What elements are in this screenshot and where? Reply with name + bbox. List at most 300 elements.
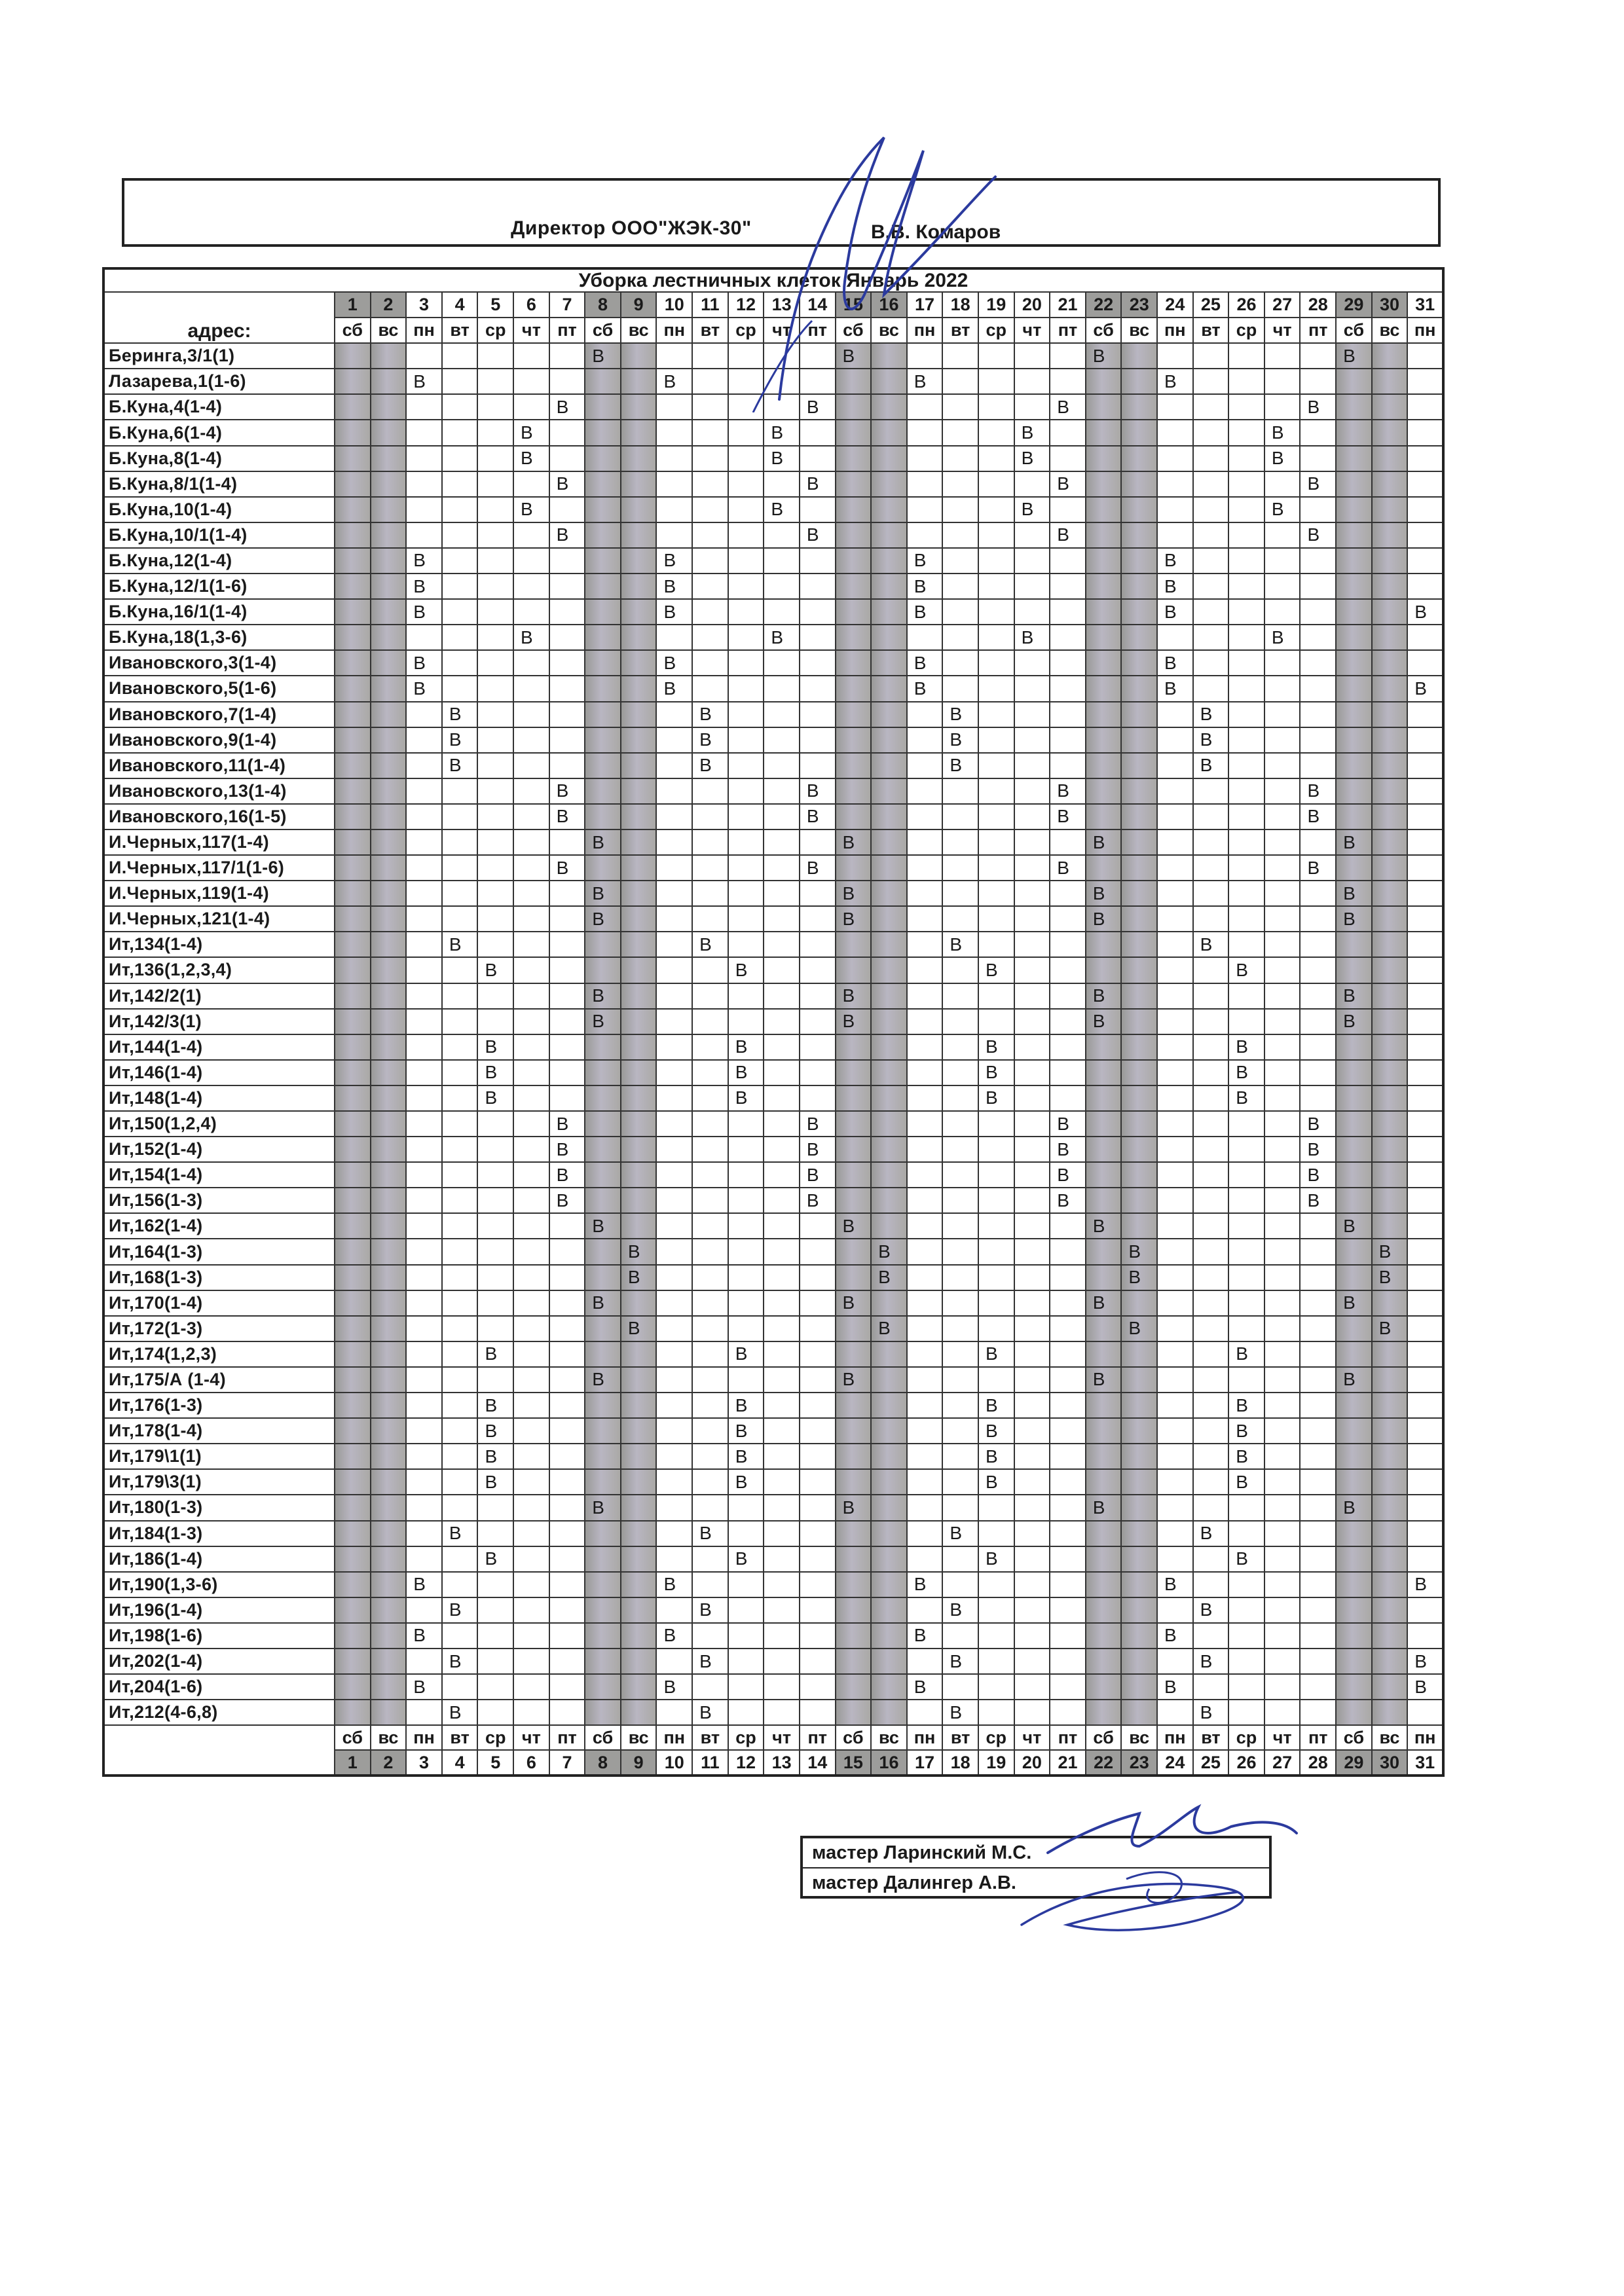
schedule-cell <box>1121 1495 1157 1520</box>
schedule-cell <box>764 1444 800 1469</box>
schedule-cell <box>978 1649 1014 1674</box>
schedule-cell <box>621 1009 657 1034</box>
schedule-cell <box>1372 1495 1408 1520</box>
schedule-cell <box>1228 1213 1264 1239</box>
cleaning-mark: В <box>836 829 872 855</box>
schedule-cell <box>442 471 478 497</box>
address-cell: Беринга,3/1(1) <box>103 343 335 369</box>
cleaning-schedule-table <box>102 267 1445 1777</box>
address-cell: Лазарева,1(1-6) <box>103 369 335 394</box>
cleaning-mark: В <box>836 1213 872 1239</box>
cleaning-mark: В <box>1086 343 1122 369</box>
schedule-cell <box>1336 599 1372 625</box>
table-row <box>103 1469 1443 1495</box>
day-number-footer: 13 <box>764 1750 800 1776</box>
table-row <box>103 599 1443 625</box>
schedule-cell <box>1050 1009 1086 1034</box>
cleaning-mark: В <box>1228 1469 1264 1495</box>
schedule-cell <box>1193 1341 1229 1367</box>
schedule-cell <box>942 1085 978 1111</box>
schedule-cell <box>907 1239 943 1264</box>
schedule-cell <box>1407 1137 1443 1162</box>
schedule-cell <box>1264 957 1301 983</box>
cleaning-mark: В <box>692 753 728 778</box>
schedule-cell <box>1336 522 1372 548</box>
schedule-cell <box>513 1111 549 1137</box>
schedule-cell <box>1121 702 1157 727</box>
schedule-cell <box>1300 1060 1336 1085</box>
day-number-footer: 27 <box>1264 1750 1301 1776</box>
schedule-cell <box>1157 343 1193 369</box>
address-cell: Ит,144(1-4) <box>103 1034 335 1060</box>
cleaning-mark: В <box>406 676 442 701</box>
table-row <box>103 1085 1443 1111</box>
schedule-cell <box>656 1418 692 1444</box>
schedule-cell <box>1050 702 1086 727</box>
schedule-cell <box>585 1085 621 1111</box>
schedule-cell <box>1050 1034 1086 1060</box>
schedule-cell <box>1050 1469 1086 1495</box>
schedule-cell <box>1121 1623 1157 1649</box>
schedule-cell <box>1228 676 1264 701</box>
schedule-cell <box>1086 676 1122 701</box>
schedule-cell <box>1121 1162 1157 1188</box>
schedule-cell <box>585 1521 621 1546</box>
schedule-cell <box>549 727 585 753</box>
schedule-cell <box>1050 1521 1086 1546</box>
cleaning-mark: В <box>585 1290 621 1316</box>
cleaning-mark: В <box>1336 1213 1372 1239</box>
schedule-cell <box>656 1546 692 1572</box>
cleaning-mark: В <box>800 522 836 548</box>
schedule-cell <box>1014 599 1050 625</box>
schedule-cell <box>1336 1111 1372 1137</box>
schedule-cell <box>371 1546 407 1572</box>
schedule-cell <box>1372 804 1408 829</box>
schedule-cell <box>1300 1495 1336 1520</box>
day-number-header: 2 <box>371 292 407 318</box>
schedule-cell <box>1228 471 1264 497</box>
schedule-cell <box>692 1188 728 1213</box>
schedule-cell <box>1014 1085 1050 1111</box>
cleaning-mark: В <box>907 1674 943 1700</box>
schedule-cell <box>335 343 371 369</box>
schedule-cell <box>764 753 800 778</box>
schedule-cell <box>1264 1137 1301 1162</box>
schedule-cell <box>764 1341 800 1367</box>
schedule-cell <box>442 1137 478 1162</box>
table-row <box>103 1700 1443 1725</box>
schedule-cell <box>1014 574 1050 599</box>
schedule-cell <box>442 1034 478 1060</box>
schedule-cell <box>549 702 585 727</box>
schedule-cell <box>1157 1521 1193 1546</box>
address-cell: Ит,168(1-3) <box>103 1265 335 1290</box>
cleaning-mark: В <box>907 599 943 625</box>
schedule-cell <box>335 753 371 778</box>
schedule-cell <box>692 522 728 548</box>
address-cell: Ивановского,16(1-5) <box>103 804 335 829</box>
schedule-cell <box>871 420 907 445</box>
schedule-cell <box>800 1213 836 1239</box>
schedule-cell <box>728 650 764 676</box>
schedule-cell <box>1121 625 1157 650</box>
schedule-cell <box>800 1674 836 1700</box>
schedule-cell <box>978 522 1014 548</box>
day-number-header: 6 <box>513 292 549 318</box>
schedule-cell <box>371 650 407 676</box>
schedule-cell <box>1086 548 1122 574</box>
schedule-cell <box>371 1418 407 1444</box>
schedule-cell <box>871 1162 907 1188</box>
schedule-cell <box>1407 1009 1443 1034</box>
schedule-cell <box>1121 1418 1157 1444</box>
schedule-cell <box>477 369 513 394</box>
schedule-cell <box>1300 1239 1336 1264</box>
schedule-cell <box>1336 1034 1372 1060</box>
schedule-cell <box>1014 1265 1050 1290</box>
schedule-cell <box>656 1162 692 1188</box>
schedule-cell <box>692 983 728 1009</box>
day-number-footer: 28 <box>1300 1750 1336 1776</box>
schedule-cell <box>1372 1469 1408 1495</box>
schedule-cell <box>836 1623 872 1649</box>
schedule-cell <box>1157 1341 1193 1367</box>
schedule-cell <box>978 1572 1014 1597</box>
address-cell: Ит,198(1-6) <box>103 1623 335 1649</box>
schedule-cell <box>1264 1316 1301 1341</box>
schedule-cell <box>371 1521 407 1546</box>
schedule-cell <box>371 1060 407 1085</box>
schedule-cell <box>1372 1521 1408 1546</box>
schedule-cell <box>728 829 764 855</box>
schedule-cell <box>1086 420 1122 445</box>
schedule-cell <box>656 1111 692 1137</box>
schedule-cell <box>549 829 585 855</box>
address-cell: Ит,164(1-3) <box>103 1239 335 1264</box>
day-number-footer: 15 <box>836 1750 872 1776</box>
schedule-cell <box>1086 1469 1122 1495</box>
schedule-cell <box>1300 1418 1336 1444</box>
schedule-cell <box>978 1623 1014 1649</box>
cleaning-mark: В <box>800 1162 836 1188</box>
schedule-cell <box>800 983 836 1009</box>
cleaning-mark: В <box>978 1418 1014 1444</box>
schedule-cell <box>1228 1700 1264 1725</box>
schedule-title: Уборка лестничных клеток Январь 2022 <box>103 268 1443 292</box>
cleaning-mark: В <box>442 1597 478 1623</box>
schedule-cell <box>1086 1674 1122 1700</box>
cleaning-mark: В <box>907 1623 943 1649</box>
schedule-cell <box>978 1290 1014 1316</box>
cleaning-mark: В <box>477 1393 513 1418</box>
schedule-cell <box>728 548 764 574</box>
weekday-header: пн <box>656 318 692 343</box>
schedule-cell <box>1372 1649 1408 1674</box>
schedule-cell <box>1407 1495 1443 1520</box>
schedule-cell <box>442 1162 478 1188</box>
schedule-cell <box>656 881 692 906</box>
schedule-cell <box>477 676 513 701</box>
schedule-cell <box>335 932 371 957</box>
address-cell: Ит,204(1-6) <box>103 1674 335 1700</box>
cleaning-mark: В <box>728 1085 764 1111</box>
schedule-cell <box>513 1623 549 1649</box>
schedule-cell <box>1121 727 1157 753</box>
schedule-cell <box>656 829 692 855</box>
schedule-cell <box>1336 1316 1372 1341</box>
schedule-cell <box>406 1700 442 1725</box>
schedule-cell <box>1086 855 1122 881</box>
schedule-cell <box>1050 881 1086 906</box>
schedule-cell <box>1407 497 1443 522</box>
schedule-cell <box>692 446 728 471</box>
schedule-cell <box>764 1623 800 1649</box>
address-cell: Ивановского,5(1-6) <box>103 676 335 701</box>
schedule-cell <box>1086 1316 1122 1341</box>
schedule-cell <box>406 753 442 778</box>
schedule-cell <box>1086 1572 1122 1597</box>
cleaning-mark: В <box>1264 625 1301 650</box>
schedule-cell <box>1121 1572 1157 1597</box>
schedule-cell <box>477 599 513 625</box>
schedule-cell <box>335 1495 371 1520</box>
schedule-cell <box>1407 753 1443 778</box>
schedule-cell <box>836 420 872 445</box>
schedule-cell <box>1193 1418 1229 1444</box>
table-row <box>103 727 1443 753</box>
cleaning-mark: В <box>513 625 549 650</box>
schedule-cell <box>1050 1316 1086 1341</box>
schedule-cell <box>585 369 621 394</box>
schedule-cell <box>836 625 872 650</box>
schedule-cell <box>1228 574 1264 599</box>
weekday-header: пт <box>1050 318 1086 343</box>
schedule-cell <box>907 804 943 829</box>
schedule-cell <box>871 522 907 548</box>
cleaning-mark: В <box>1050 778 1086 804</box>
schedule-cell <box>406 932 442 957</box>
cleaning-mark: В <box>1228 1034 1264 1060</box>
schedule-cell <box>585 1265 621 1290</box>
schedule-cell <box>406 778 442 804</box>
schedule-cell <box>871 1700 907 1725</box>
schedule-cell <box>800 548 836 574</box>
day-number-header: 23 <box>1121 292 1157 318</box>
schedule-cell <box>942 1341 978 1367</box>
schedule-cell <box>1300 1700 1336 1725</box>
schedule-cell <box>692 1316 728 1341</box>
schedule-cell <box>335 625 371 650</box>
cleaning-mark: В <box>549 394 585 420</box>
schedule-cell <box>1300 1290 1336 1316</box>
schedule-cell <box>549 1546 585 1572</box>
day-number-header: 1 <box>335 292 371 318</box>
schedule-cell <box>335 1700 371 1725</box>
schedule-cell <box>335 778 371 804</box>
schedule-cell <box>1336 1137 1372 1162</box>
schedule-cell <box>1264 855 1301 881</box>
schedule-cell <box>585 702 621 727</box>
schedule-cell <box>371 497 407 522</box>
schedule-cell <box>728 1649 764 1674</box>
schedule-cell <box>978 497 1014 522</box>
schedule-cell <box>406 906 442 932</box>
schedule-cell <box>942 1316 978 1341</box>
cleaning-mark: В <box>1228 1444 1264 1469</box>
schedule-cell <box>942 1162 978 1188</box>
schedule-cell <box>1014 1060 1050 1085</box>
address-cell: Ит,150(1,2,4) <box>103 1111 335 1137</box>
table-row <box>103 1162 1443 1188</box>
table-row <box>103 1649 1443 1674</box>
schedule-cell <box>800 1495 836 1520</box>
cleaning-mark: В <box>1157 599 1193 625</box>
schedule-cell <box>621 881 657 906</box>
cleaning-mark: В <box>692 1521 728 1546</box>
schedule-cell <box>371 983 407 1009</box>
schedule-cell <box>1372 932 1408 957</box>
schedule-cell <box>978 1213 1014 1239</box>
schedule-cell <box>477 753 513 778</box>
schedule-cell <box>800 446 836 471</box>
schedule-cell <box>585 599 621 625</box>
schedule-cell <box>549 1444 585 1469</box>
schedule-cell <box>1336 625 1372 650</box>
cleaning-mark: В <box>549 778 585 804</box>
day-number-header: 8 <box>585 292 621 318</box>
schedule-cell <box>692 1367 728 1393</box>
schedule-cell <box>907 753 943 778</box>
cleaning-mark: В <box>1157 574 1193 599</box>
schedule-cell <box>1228 1137 1264 1162</box>
schedule-cell <box>764 932 800 957</box>
schedule-cell <box>1407 1265 1443 1290</box>
schedule-cell <box>836 1060 872 1085</box>
schedule-cell <box>836 1546 872 1572</box>
schedule-cell <box>1407 420 1443 445</box>
schedule-cell <box>692 676 728 701</box>
address-cell: Б.Куна,16/1(1-4) <box>103 599 335 625</box>
schedule-cell <box>1157 1290 1193 1316</box>
schedule-cell <box>1086 1444 1122 1469</box>
schedule-cell <box>1014 881 1050 906</box>
cleaning-mark: В <box>1228 1060 1264 1085</box>
schedule-cell <box>585 1572 621 1597</box>
schedule-cell <box>656 1597 692 1623</box>
day-number-header: 31 <box>1407 292 1443 318</box>
schedule-cell <box>1336 548 1372 574</box>
weekday-header: чт <box>513 318 549 343</box>
cleaning-mark: В <box>836 906 872 932</box>
schedule-cell <box>728 574 764 599</box>
day-number-footer: 18 <box>942 1750 978 1776</box>
schedule-cell <box>371 1469 407 1495</box>
schedule-cell <box>764 548 800 574</box>
weekday-header: вт <box>692 318 728 343</box>
schedule-cell <box>442 369 478 394</box>
day-number-header: 13 <box>764 292 800 318</box>
schedule-cell <box>1157 727 1193 753</box>
schedule-cell <box>1014 804 1050 829</box>
cleaning-mark: В <box>1300 1188 1336 1213</box>
schedule-cell <box>1407 1213 1443 1239</box>
schedule-cell <box>621 1418 657 1444</box>
schedule-cell <box>764 1060 800 1085</box>
schedule-cell <box>371 599 407 625</box>
cleaning-mark: В <box>406 369 442 394</box>
schedule-cell <box>692 574 728 599</box>
schedule-cell <box>406 1367 442 1393</box>
schedule-cell <box>406 1521 442 1546</box>
schedule-cell <box>371 1674 407 1700</box>
table-row <box>103 522 1443 548</box>
weekday-footer: пт <box>1050 1725 1086 1750</box>
schedule-cell <box>1157 1265 1193 1290</box>
schedule-cell <box>1300 369 1336 394</box>
schedule-cell <box>335 1674 371 1700</box>
schedule-cell <box>656 932 692 957</box>
schedule-cell <box>907 1034 943 1060</box>
cleaning-mark: В <box>1407 1572 1443 1597</box>
schedule-cell <box>871 804 907 829</box>
director-signature <box>688 124 1002 412</box>
schedule-cell <box>549 983 585 1009</box>
schedule-cell <box>621 1290 657 1316</box>
address-cell: Ит,176(1-3) <box>103 1393 335 1418</box>
weekday-header: чт <box>1014 318 1050 343</box>
schedule-cell <box>692 1034 728 1060</box>
schedule-cell <box>585 676 621 701</box>
schedule-cell <box>1372 881 1408 906</box>
schedule-cell <box>371 471 407 497</box>
schedule-cell <box>764 1137 800 1162</box>
schedule-cell <box>1193 1265 1229 1290</box>
schedule-cell <box>836 855 872 881</box>
cleaning-mark: В <box>800 804 836 829</box>
schedule-cell <box>549 1674 585 1700</box>
schedule-cell <box>871 727 907 753</box>
cleaning-mark: В <box>1193 702 1229 727</box>
table-row <box>103 1521 1443 1546</box>
schedule-cell <box>585 1469 621 1495</box>
schedule-cell <box>907 1495 943 1520</box>
schedule-cell <box>1264 1188 1301 1213</box>
day-number-header: 24 <box>1157 292 1193 318</box>
schedule-cell <box>1264 1213 1301 1239</box>
schedule-cell <box>477 1265 513 1290</box>
schedule-cell <box>621 1060 657 1085</box>
schedule-cell <box>335 855 371 881</box>
schedule-cell <box>1336 778 1372 804</box>
schedule-cell <box>1407 1367 1443 1393</box>
weekday-footer: ср <box>1228 1725 1264 1750</box>
schedule-cell <box>728 1623 764 1649</box>
cleaning-mark: В <box>1300 1137 1336 1162</box>
schedule-cell <box>1121 1521 1157 1546</box>
day-number-footer: 3 <box>406 1750 442 1776</box>
schedule-cell <box>907 1469 943 1495</box>
table-row <box>103 1034 1443 1060</box>
schedule-cell <box>1050 1700 1086 1725</box>
cleaning-mark: В <box>728 1034 764 1060</box>
schedule-cell <box>871 957 907 983</box>
schedule-cell <box>728 1572 764 1597</box>
schedule-cell <box>477 1597 513 1623</box>
cleaning-mark: В <box>800 394 836 420</box>
schedule-cell <box>1086 1137 1122 1162</box>
schedule-cell <box>800 650 836 676</box>
